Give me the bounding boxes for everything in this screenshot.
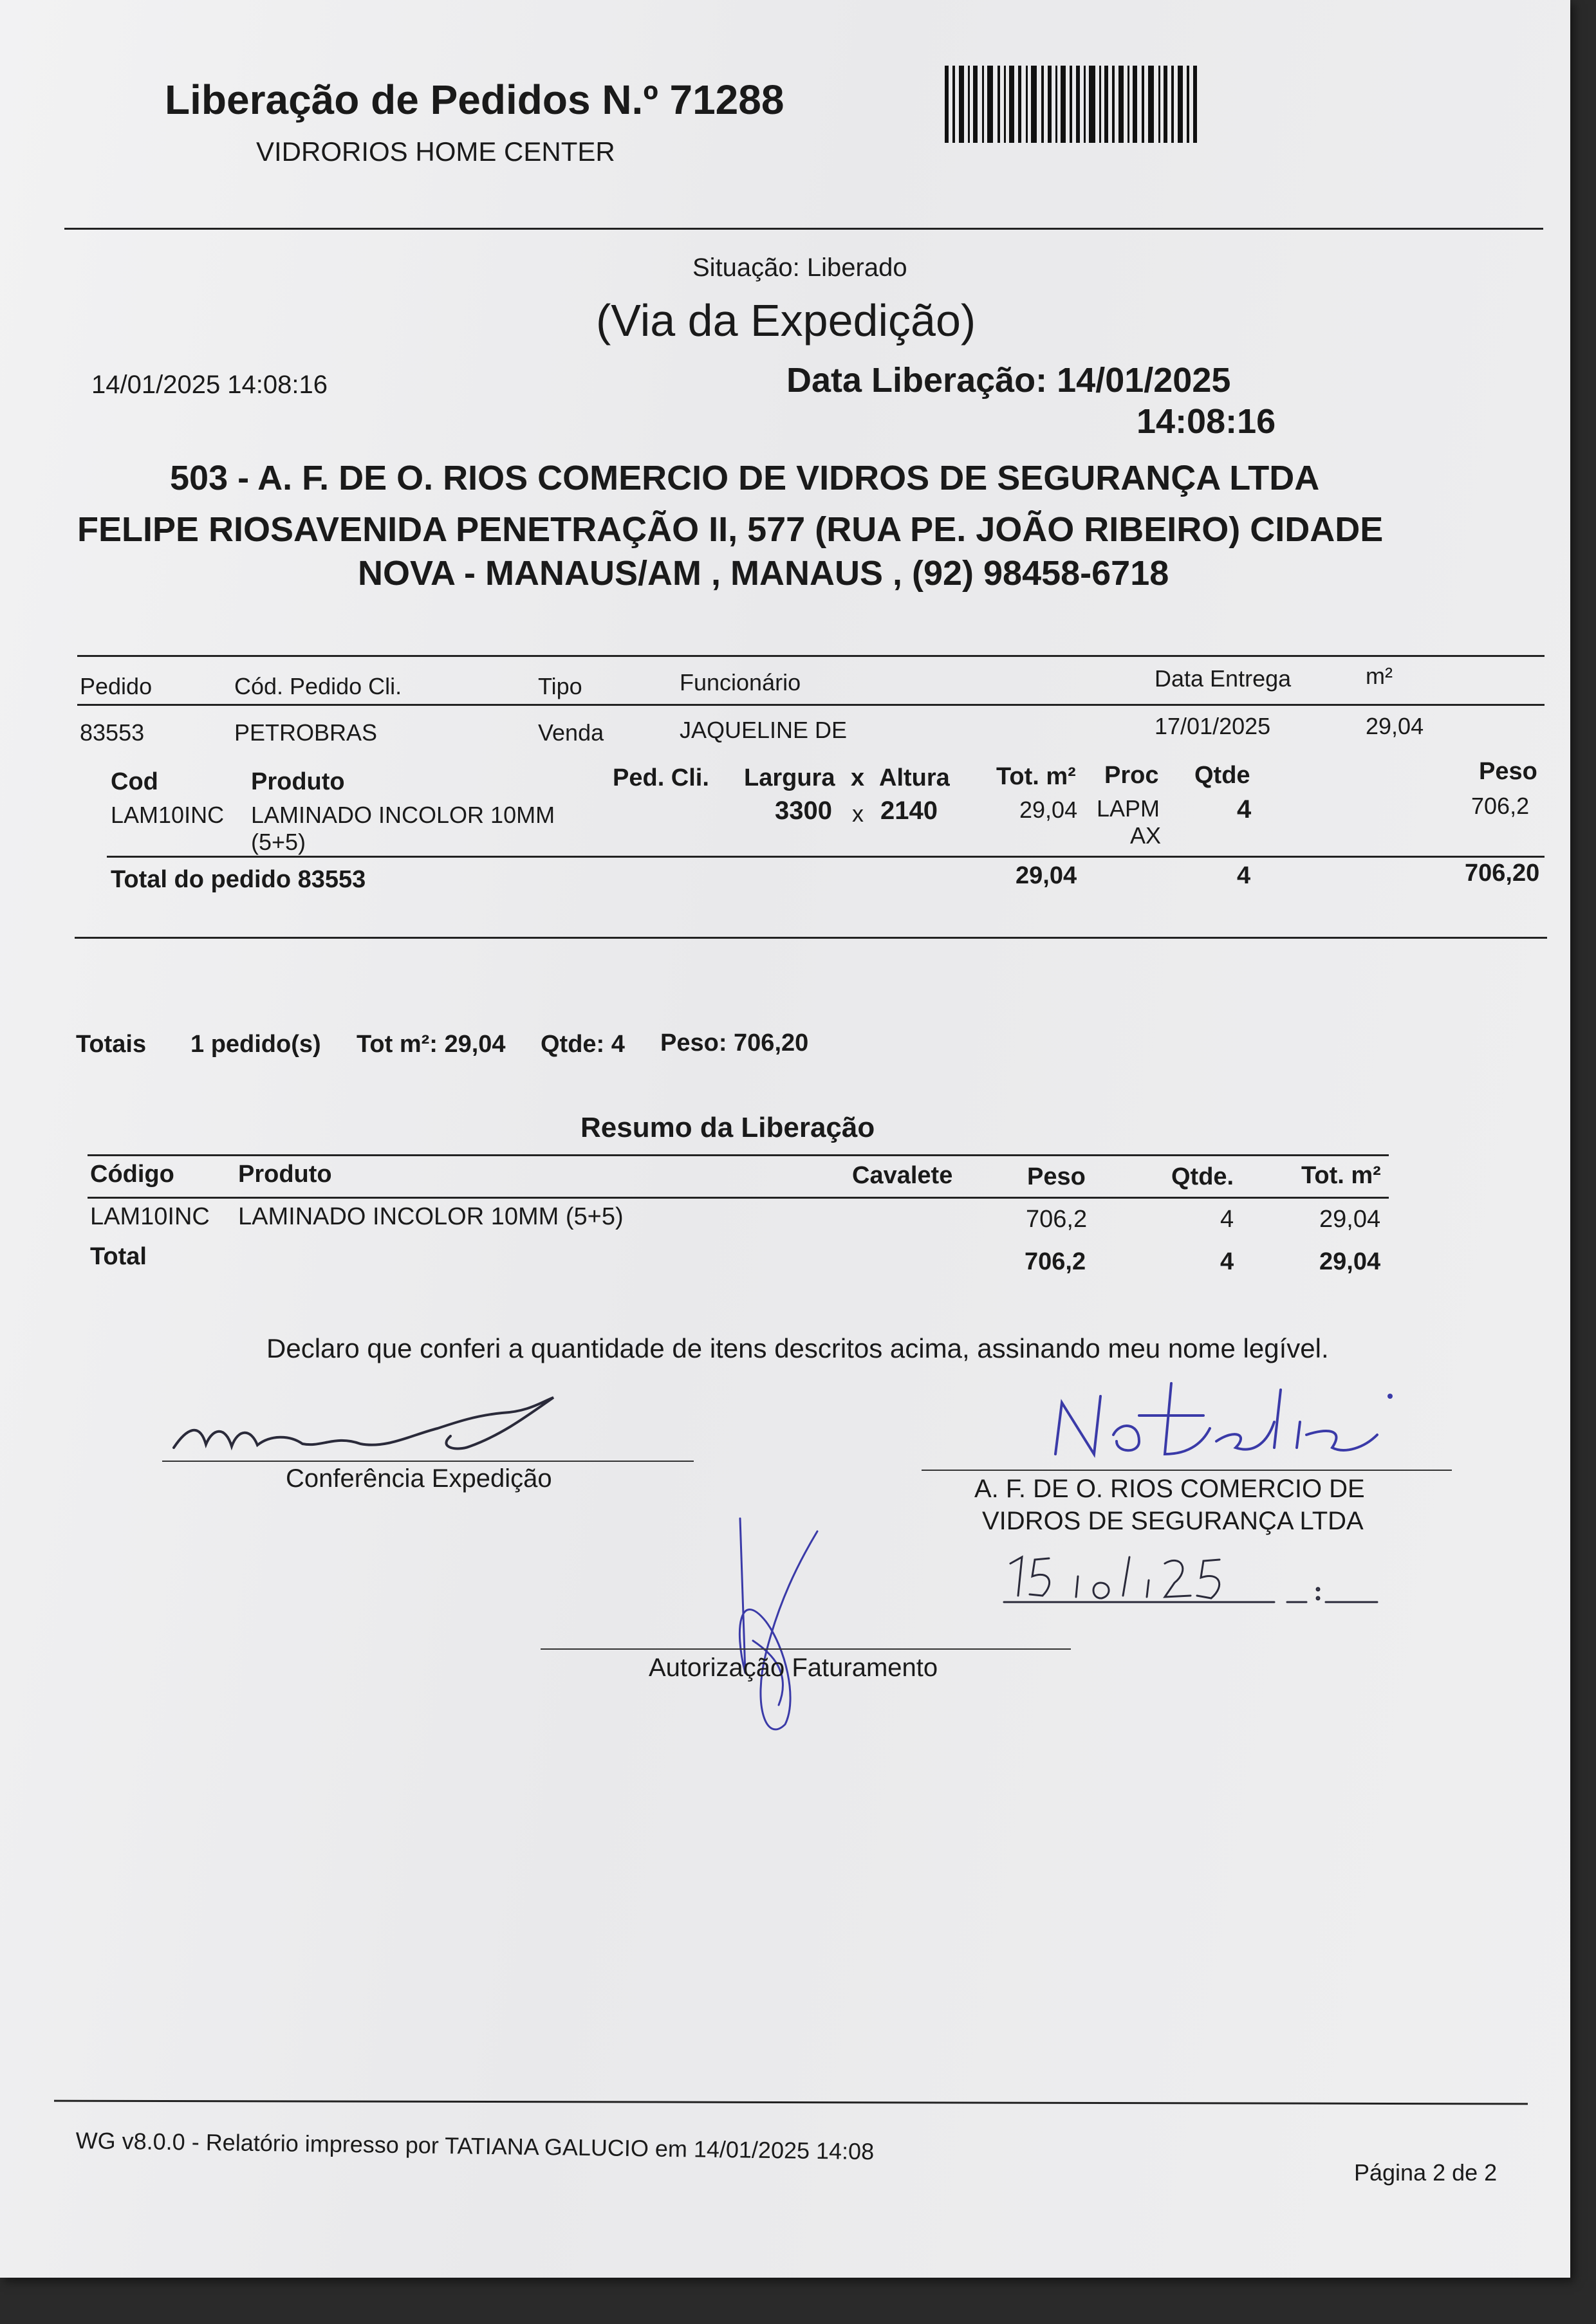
header-produto: Produto (251, 768, 345, 795)
cell-qtde: 4 (1237, 795, 1252, 824)
header-cod-pedido-cli: Cód. Pedido Cli. (234, 673, 402, 699)
summary-total-qtde: 4 (1220, 1248, 1234, 1275)
header-altura: Altura (879, 764, 950, 791)
header-funcionario: Funcionário (680, 669, 801, 696)
signature-company-line1: A. F. DE O. RIOS COMERCIO DE (974, 1475, 1365, 1503)
summary-title: Resumo da Liberação (580, 1112, 875, 1143)
via-label: (Via da Expedição) (596, 295, 976, 346)
table-header-line (77, 704, 1545, 706)
signature-company-scribble (1043, 1377, 1467, 1467)
document-title: Liberação de Pedidos N.º 71288 (165, 77, 784, 123)
header-cavalete: Cavalete (852, 1162, 953, 1189)
cell-funcionario: JAQUELINE DE (680, 717, 848, 743)
header-tipo: Tipo (538, 673, 582, 699)
handwritten-date-text (1004, 1548, 1007, 1549)
cell-tipo: Venda (538, 719, 604, 746)
table-top-line (88, 1154, 1389, 1156)
cell-proc-line1: LAPM (1097, 795, 1160, 822)
header-proc: Proc (1104, 762, 1159, 789)
handwritten-date (1004, 1544, 1390, 1609)
signature-company-line2: VIDROS DE SEGURANÇA LTDA (982, 1507, 1364, 1535)
cell-peso: 706,2 (1026, 1206, 1088, 1233)
company-name: VIDRORIOS HOME CENTER (256, 136, 615, 167)
print-datetime: 14/01/2025 14:08:16 (91, 371, 328, 399)
cell-largura: 3300 (775, 797, 832, 825)
header-qtde: Qtde (1194, 762, 1250, 789)
signature-line-autorizacao (541, 1648, 1071, 1650)
totals-m2: Tot m²: 29,04 (357, 1031, 506, 1058)
customer-name: 503 - A. F. DE O. RIOS COMERCIO DE VIDROS DE SEGURANÇA LTDA (170, 459, 1320, 497)
cell-proc-line2: AX (1130, 822, 1162, 849)
totals-pedidos: 1 pedido(s) (190, 1031, 321, 1058)
summary-total-peso: 706,2 (1025, 1248, 1086, 1275)
order-total-qtde: 4 (1237, 862, 1251, 889)
header-x: x (851, 764, 865, 791)
divider (75, 937, 1547, 939)
cell-produto: LAMINADO INCOLOR 10MM (5+5) (238, 1203, 624, 1230)
signature-line-conferencia (162, 1461, 694, 1462)
header-ped-cli: Ped. Cli. (613, 764, 709, 791)
footer-printed-by: WG v8.0.0 - Relatório impresso por TATIANA GALUCIO em 14/01/2025 14:08 (75, 2127, 875, 2165)
order-total-label: Total do pedido 83553 (111, 866, 366, 893)
total-line (107, 856, 1545, 858)
header-tot-m2: Tot. m² (1301, 1162, 1381, 1189)
summary-total-m2: 29,04 (1319, 1248, 1381, 1275)
signature-autorizacao-scribble (727, 1512, 830, 1744)
cell-altura: 2140 (880, 797, 938, 825)
table-top-line (77, 655, 1545, 657)
header-largura: Largura (744, 764, 835, 791)
header-data-entrega: Data Entrega (1155, 665, 1292, 692)
totals-qtde: Qtde: 4 (541, 1031, 625, 1058)
order-total-peso: 706,20 (1465, 860, 1540, 887)
header-produto: Produto (238, 1161, 332, 1188)
header-codigo: Código (90, 1161, 174, 1188)
cell-cod: LAM10INC (111, 802, 225, 828)
cell-peso: 706,2 (1471, 793, 1530, 819)
customer-address-1: FELIPE RIOSAVENIDA PENETRAÇÃO II, 577 (RUA PE. JOÃO RIBEIRO) CIDADE (77, 510, 1384, 549)
release-time: 14:08:16 (1137, 402, 1276, 441)
release-date: Data Liberação: 14/01/2025 (786, 361, 1231, 400)
header-peso: Peso (1479, 758, 1537, 785)
footer-divider (54, 2100, 1528, 2105)
header-m2: m² (1366, 663, 1393, 689)
divider (64, 228, 1543, 230)
header-tot-m2: Tot. m² (996, 763, 1076, 790)
header-cod: Cod (111, 768, 158, 795)
customer-address-2: NOVA - MANAUS/AM , MANAUS , (92) 98458-6718 (358, 554, 1169, 593)
cell-pedido: 83553 (80, 719, 145, 746)
declaration-text: Declaro que conferi a quantidade de itens descritos acima, assinando meu nome legível. (266, 1333, 1329, 1363)
summary-total-label: Total (90, 1243, 147, 1270)
totals-peso: Peso: 706,20 (660, 1029, 809, 1056)
header-qtde: Qtde. (1171, 1163, 1234, 1190)
cell-cod-pedido-cli: PETROBRAS (234, 719, 378, 746)
signature-label-conferencia: Conferência Expedição (286, 1464, 552, 1493)
signature-conferencia-scribble (167, 1390, 566, 1461)
header-pedido: Pedido (80, 673, 153, 699)
cell-tot-m2: 29,04 (1319, 1206, 1381, 1233)
totals-label: Totais (76, 1031, 147, 1058)
header-peso: Peso (1027, 1163, 1086, 1190)
cell-produto-line2: (5+5) (251, 829, 306, 855)
page-number: Página 2 de 2 (1354, 2159, 1498, 2186)
cell-data-entrega: 17/01/2025 (1155, 713, 1271, 739)
cell-qtde: 4 (1220, 1206, 1234, 1233)
table-header-line (88, 1197, 1389, 1199)
signature-label-autorizacao: Autorização Faturamento (649, 1654, 938, 1682)
barcode (945, 66, 1202, 143)
cell-m2: 29,04 (1366, 713, 1424, 739)
cell-codigo: LAM10INC (90, 1203, 210, 1230)
cell-produto-line1: LAMINADO INCOLOR 10MM (251, 802, 555, 828)
cell-x: x (852, 800, 864, 827)
signature-line-company (922, 1470, 1452, 1471)
status-text: Situação: Liberado (692, 254, 907, 282)
cell-tot-m2: 29,04 (1019, 797, 1078, 823)
order-total-m2: 29,04 (1016, 862, 1077, 889)
